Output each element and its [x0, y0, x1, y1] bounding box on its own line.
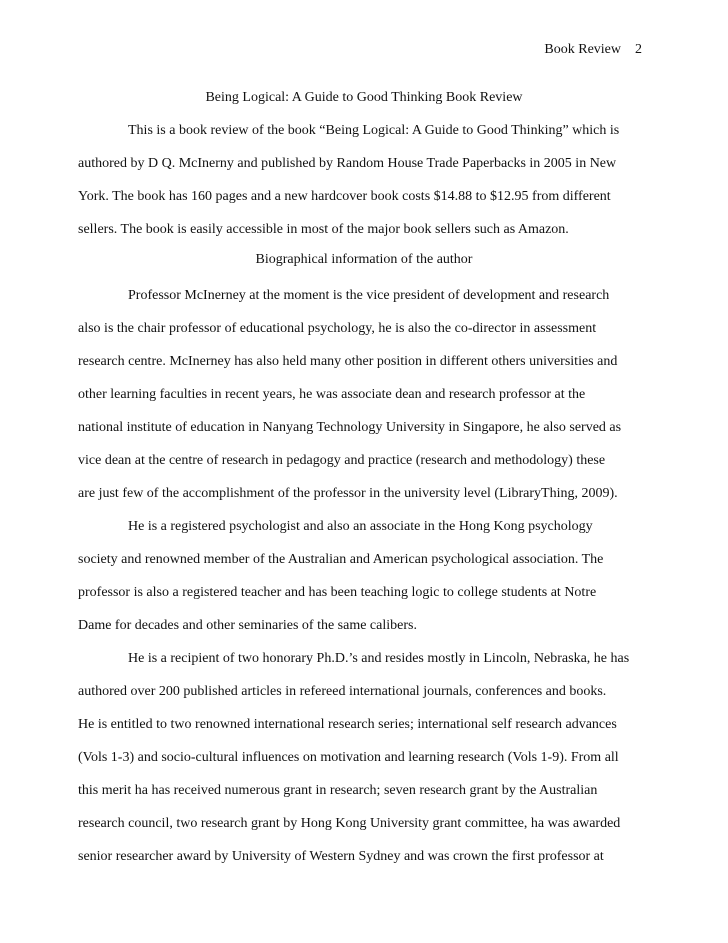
paragraph-line: He is a registered psychologist and also an associate in the Hong Kong psychology	[128, 519, 593, 534]
paragraph-line: national institute of education in Nanyang Technology University in Singapore, he also served as	[78, 420, 622, 435]
paragraph-line: senior researcher award by University of Western Sydney and was crown the first professor at	[78, 849, 604, 864]
paragraph-line: Professor McInerney at the moment is the vice president of development and research	[128, 288, 610, 303]
running-head: Book Review	[544, 42, 621, 57]
paragraph-line: (Vols 1-3) and socio-cultural influences on motivation and learning research (Vols 1-9). From all	[78, 750, 619, 765]
paragraph-line: are just few of the accomplishment of the professor in the university level (LibraryThing, 2009).	[78, 486, 618, 501]
paragraph-line: Dame for decades and other seminaries of the same calibers.	[78, 618, 417, 633]
paragraph-line: society and renowned member of the Australian and American psychological association. The	[78, 552, 604, 567]
page-number: 2	[635, 42, 642, 57]
paragraph-line: sellers. The book is easily accessible in most of the major book sellers such as Amazon.	[78, 222, 569, 237]
paragraph-line: this merit ha has received numerous grant in research; seven research grant by the Australian	[78, 783, 598, 798]
paragraph-line: research centre. McInerney has also held many other position in different others universities and	[78, 354, 618, 369]
paragraph-line: This is a book review of the book “Being Logical: A Guide to Good Thinking” which is	[128, 123, 620, 138]
paragraph-line: York. The book has 160 pages and a new hardcover book costs $14.88 to $12.95 from different	[78, 189, 611, 204]
paragraph-line: authored over 200 published articles in refereed international journals, conferences and books.	[78, 684, 607, 699]
paragraph-line: vice dean at the centre of research in pedagogy and practice (research and methodology) these	[78, 453, 606, 468]
paragraph-line: He is a recipient of two honorary Ph.D.’s and resides mostly in Lincoln, Nebraska, he has	[128, 651, 630, 666]
paragraph-line: He is entitled to two renowned international research series; international self research advances	[78, 717, 617, 732]
section-heading: Biographical information of the author	[255, 252, 473, 267]
paragraph-line: authored by D Q. McInerny and published by Random House Trade Paperbacks in 2005 in New	[78, 156, 617, 171]
paragraph-line: also is the chair professor of educational psychology, he is also the co-director in assessment	[78, 321, 597, 336]
paragraph-line: other learning faculties in recent years, he was associate dean and research professor at the	[78, 387, 586, 402]
document-title: Being Logical: A Guide to Good Thinking Book Review	[205, 90, 523, 105]
paragraph-line: research council, two research grant by Hong Kong University grant committee, ha was awarded	[78, 816, 621, 831]
paragraph-line: professor is also a registered teacher and has been teaching logic to college students at Notre	[78, 585, 597, 600]
page-header	[544, 40, 642, 60]
